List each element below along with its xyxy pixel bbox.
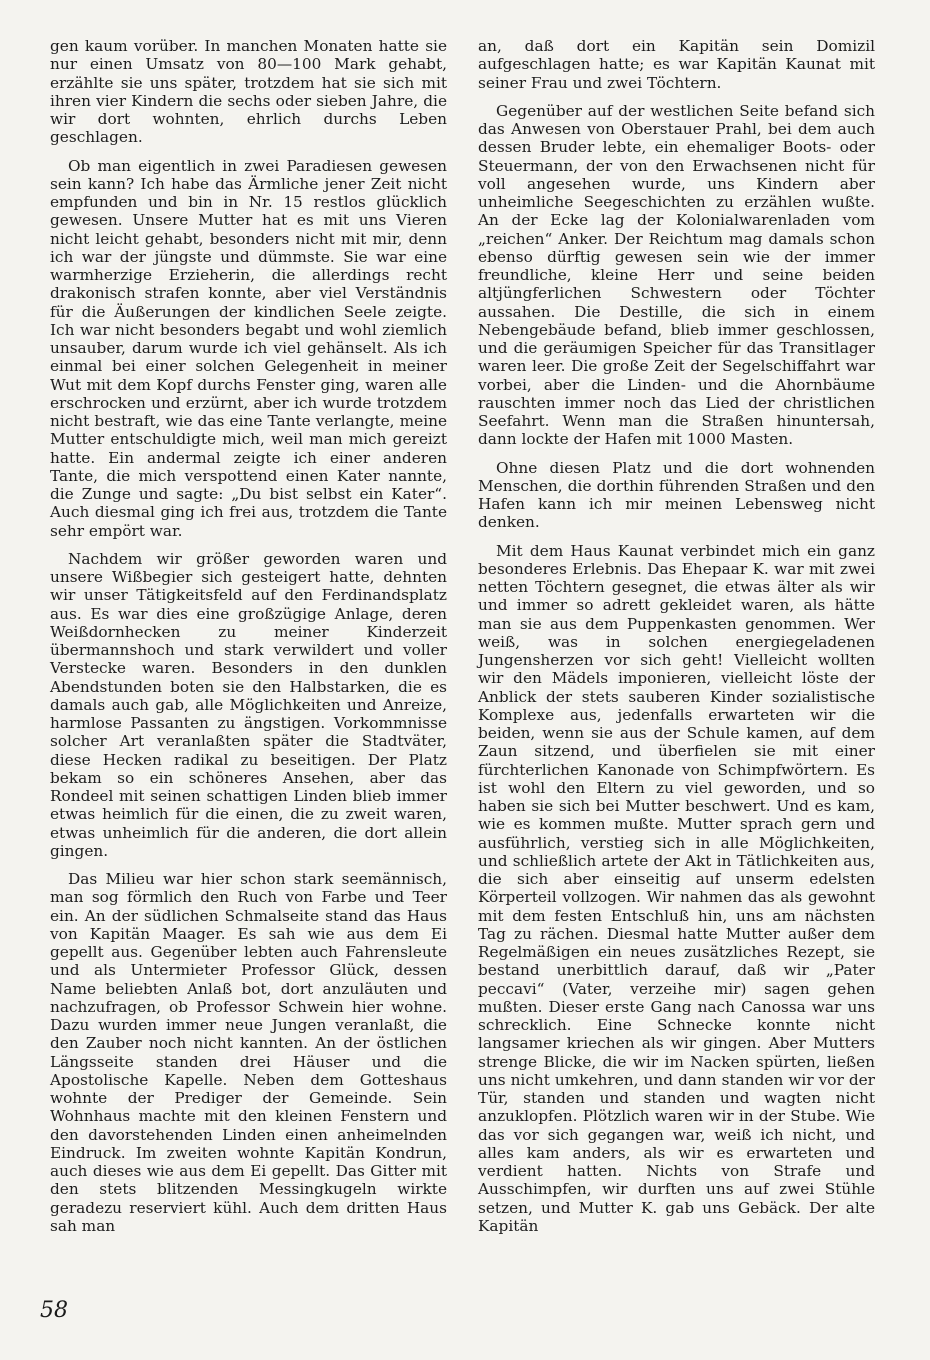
right-column bbox=[478, 37, 875, 1245]
paragraph: Ohne diesen Platz und die dort wohnenden Menschen, die dorthin führenden Straßen und den Hafen kann ich mir meinen Lebensweg nicht denken. bbox=[478, 458, 875, 532]
paragraph: gen kaum vorüber. In manchen Monaten hatte sie nur einen Umsatz von 80—100 Mark gehabt, erzählte sie uns später, trotzdem hat sie sich mit ihren vier Kindern die sechs oder sieben Jahre, die wir dort wohnten, ehrlich durchs Leben geschlagen. bbox=[50, 37, 447, 147]
left-column bbox=[50, 37, 447, 1245]
paragraph: Das Milieu war hier schon stark seemännisch, man sog förmlich den Ruch von Farbe und Teer ein. An der südlichen Schmalseite stand das Haus von Kapitän Maager. Es sah wie aus dem Ei gepellt aus. Gegenüber lebten auch Fahrensleute und als Untermieter Professor Glück, dessen Name beliebten Anlaß bot, dort anzuläuten und nachzufragen, ob Professor Schwein hier wohne. Dazu wurden immer neue Jungen veranlaßt, die den Zauber noch nicht kannten. An der östlichen Längsseite standen drei Häuser und die Apostolische Kapelle. Neben dem Gotteshaus wohnte der Prediger der Gemeinde. Sein Wohnhaus machte mit den kleinen Fenstern und den davorstehenden Linden einen anheimelnden Eindruck. Im zweiten wohnte Kapitän Kondrun, auch dieses wie aus dem Ei gepellt. Das Gitter mit den stets blitzenden Messingkugeln wirkte geradezu reserviert kühl. Auch dem dritten Haus sah man bbox=[50, 870, 447, 1235]
paragraph: an, daß dort ein Kapitän sein Domizil aufgeschlagen hatte; es war Kapitän Kaunat mit seiner Frau und zwei Töchtern. bbox=[478, 37, 875, 92]
page-number: 58 bbox=[40, 1298, 68, 1323]
paragraph: Mit dem Haus Kaunat verbindet mich ein ganz besonderes Erlebnis. Das Ehepaar K. war mit zwei netten Töchtern gesegnet, die etwas älter als wir und immer so adrett gekleidet waren, als hätte man sie aus dem Puppenkasten genommen. Wer weiß, was in solchen energiegeladenen Jungensherzen vor sich geht! Vielleicht wollten wir den Mädels imponieren, vielleicht löste der Anblick der stets sauberen Kinder sozialistische Komplexe aus, jedenfalls erwarteten wir die beiden, wenn sie aus der Schule kamen, auf dem Zaun sitzend, und überfielen sie mit einer fürchterlichen Kanonade von Schimpfwörtern. Es ist wohl den Eltern zu viel geworden, und so haben sie sich bei Mutter beschwert. Und es kam, wie es kommen mußte. Mutter sprach gern und ausführlich, verstieg sich in alle Möglichkeiten, und schließlich artete der Akt in Tätlichkeiten aus, die sich aber einseitig auf unserm edelsten Körperteil vollzogen. Wir nahmen das als gewohnt mit dem festen Entschluß hin, uns am nächsten Tag zu rächen. Diesmal hatte Mutter außer dem Regelmäßigen ein neues zusätzliches Rezept, sie bestand unerbittlich darauf, daß wir „Pater peccavi“ (Vater, verzeihe mir) sagen gehen mußten. Dieser erste Gang nach Canossa war uns schrecklich. Eine Schnecke konnte nicht langsamer kriechen als wir gingen. Aber Mutters strenge Blicke, die wir im Nacken spürten, ließen uns nicht umkehren, und dann standen wir vor der Tür, standen und standen und wagten nicht anzuklopfen. Plötzlich waren wir in der Stube. Wie das vor sich gegangen war, weiß ich nicht, und alles kam anders, als wir es erwarteten und verdient hatten. Nichts von Strafe und Ausschimpfen, wir durften uns auf zwei Stühle setzen, und Mutter K. gab uns Gebäck. Der alte Kapitän bbox=[478, 541, 875, 1235]
paragraph: Ob man eigentlich in zwei Paradiesen gewesen sein kann? Ich habe das Ärmliche jener Zeit nicht empfunden und bin in Nr. 15 restlos glücklich gewesen. Unsere Mutter hat es mit uns Vieren nicht leicht gehabt, besonders nicht mit mir, denn ich war der jüngste und dümmste. Sie war eine warmherzige Erzieherin, die allerdings recht drakonisch strafen konnte, aber viel Verständnis für die Äußerungen der kindlichen Seele zeigte. Ich war nicht besonders begabt und wohl ziemlich unsauber, darum wurde ich viel gehänselt. Als ich einmal bei einer solchen Gelegenheit in meiner Wut mit dem Kopf durchs Fenster ging, waren alle erschrocken und erzürnt, aber ich wurde trotzdem nicht bestraft, wie das eine Tante verlangte, meine Mutter entschuldigte mich, weil man mich gereizt hatte. Ein andermal zeigte ich einer anderen Tante, die mich verspottend einen Kater nannte, die Zunge und sagte: „Du bist selbst ein Kater“. Auch diesmal ging ich frei aus, trotzdem die Tante sehr empört war. bbox=[50, 156, 447, 540]
paragraph: Gegenüber auf der westlichen Seite befand sich das Anwesen von Oberstauer Prahl, bei dem auch dessen Bruder lebte, ein ehemaliger Boots- oder Steuermann, der von den Erwachsenen nicht für voll angesehen wurde, uns Kindern aber unheimliche Seegeschichten zu erzählen wußte. An der Ecke lag der Kolonialwarenladen vom „reichen“ Anker. Der Reichtum mag damals schon ebenso dürftig gewesen sein wie der immer freundliche, kleine Herr und seine beiden altjüngferlichen Schwestern oder Töchter aussahen. Die Destille, die sich in einem Nebengebäude befand, blieb immer geschlossen, und die geräumigen Speicher für das Transitlager waren leer. Die große Zeit der Segelschiffahrt war vorbei, aber die Linden- und die Ahornbäume rauschten immer noch das Lied der christlichen Seefahrt. Wenn man die Straßen hinuntersah, dann lockte der Hafen mit 1000 Masten. bbox=[478, 101, 875, 449]
paragraph: Nachdem wir größer geworden waren und unsere Wißbegier sich gesteigert hatte, dehnten wir unser Tätigkeitsfeld auf den Ferdinandsplatz aus. Es war dies eine großzügige Anlage, deren Weißdornhecken zu meiner Kinderzeit übermannshoch und stark verwildert und voller Verstecke waren. Besonders in den dunklen Abendstunden boten sie den Halbstarken, die es damals auch gab, alle Möglichkeiten und Anreize, harmlose Passanten zu ängstigen. Vorkommnisse solcher Art veranlaßten später die Stadtväter, diese Hecken radikal zu beseitigen. Der Platz bekam so ein schöneres Ansehen, aber das Rondeel mit seinen schattigen Linden blieb immer etwas heimlich für die einen, die zu zweit waren, etwas unheimlich für die anderen, die dort allein gingen. bbox=[50, 549, 447, 860]
